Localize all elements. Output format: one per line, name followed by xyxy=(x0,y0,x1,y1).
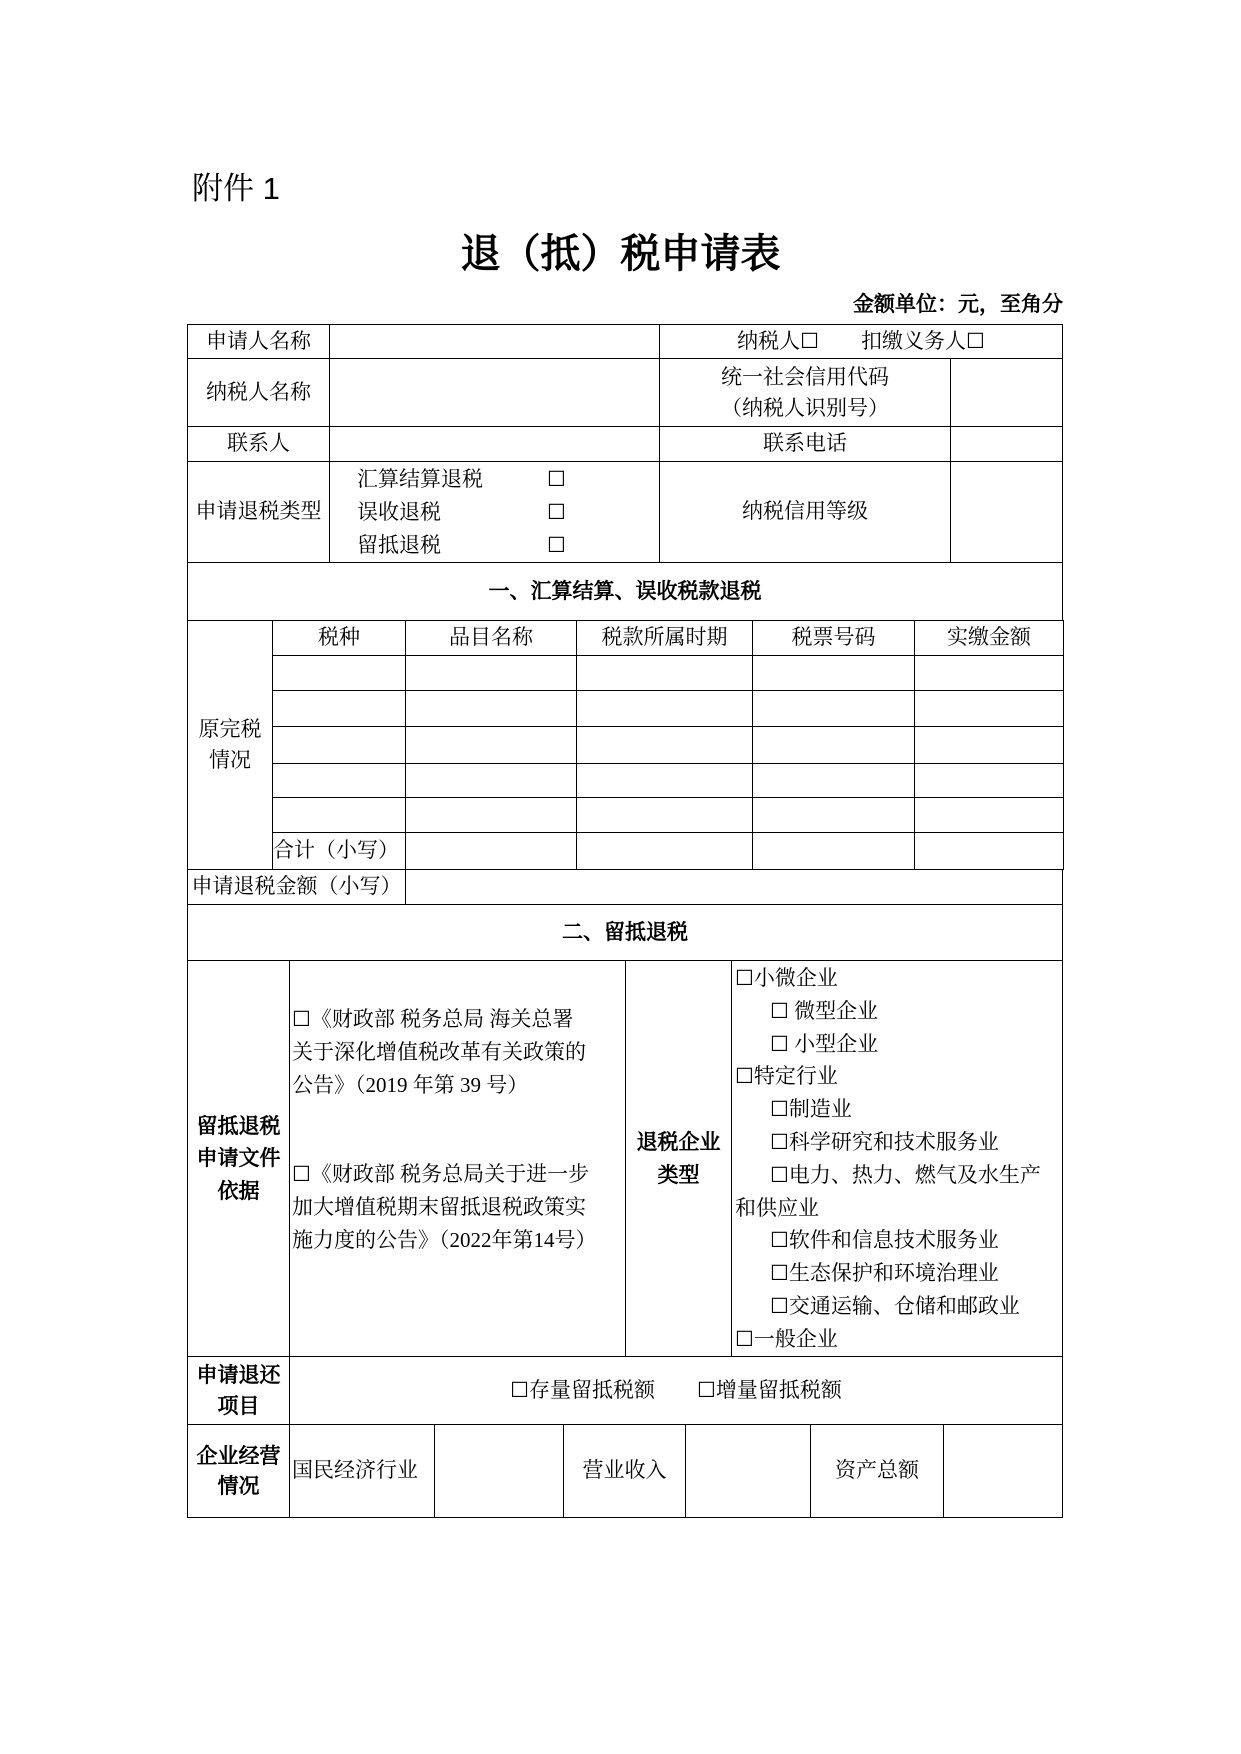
total-cell[interactable] xyxy=(405,832,577,870)
attachment-label: 附件 1 xyxy=(192,171,280,206)
basis-doc-2019[interactable] xyxy=(292,1003,586,1102)
table-cell[interactable] xyxy=(576,690,753,727)
table-cell[interactable] xyxy=(914,726,1064,764)
column-header: 实缴金额 xyxy=(914,620,1064,656)
table-cell[interactable] xyxy=(576,763,753,798)
table-cell[interactable] xyxy=(752,726,915,764)
enterprise-type-option[interactable]: ☐特定行业 xyxy=(735,1064,838,1089)
column-header: 税票号码 xyxy=(752,620,915,656)
column-header: 税款所属时期 xyxy=(576,620,753,656)
revenue-field[interactable] xyxy=(685,1424,811,1518)
basis-doc-2022[interactable] xyxy=(292,1158,597,1257)
section2-heading: 二、留抵退税 xyxy=(187,904,1063,961)
table-cell[interactable] xyxy=(914,763,1064,798)
table-cell[interactable] xyxy=(405,797,577,833)
basis-label xyxy=(187,960,290,1357)
total-cell[interactable] xyxy=(914,832,1064,870)
credit-rating-label: 纳税信用等级 xyxy=(659,461,951,563)
table-cell[interactable] xyxy=(914,655,1064,691)
checkbox[interactable]: ☐ xyxy=(547,467,566,491)
column-header: 税种 xyxy=(272,620,406,656)
refund-item-label xyxy=(187,1356,290,1425)
label-line: 情况 xyxy=(217,1474,260,1498)
label-line: 企业经营 xyxy=(196,1443,281,1468)
original-tax-label xyxy=(187,620,273,870)
table-cell[interactable] xyxy=(272,763,406,798)
table-cell[interactable] xyxy=(272,726,406,764)
text-line: ☐《财政部 税务总局关于进一步 xyxy=(292,1162,590,1186)
label-line: 申请文件 xyxy=(196,1146,281,1171)
refund-item-options[interactable]: ☐存量留抵税额 ☐增量留抵税额 xyxy=(289,1356,1063,1425)
table-cell[interactable] xyxy=(752,763,915,798)
text-line: 施力度的公告》（2022年第14号） xyxy=(292,1228,597,1252)
enterprise-type-option: 和供应业 xyxy=(735,1195,819,1220)
option-label: 误收退税 xyxy=(357,500,441,524)
label-line: 退税企业 xyxy=(636,1129,721,1154)
enterprise-type-option[interactable]: ☐ 小型企业 xyxy=(770,1031,879,1056)
table-cell[interactable] xyxy=(914,690,1064,727)
option-label: 留抵退税 xyxy=(357,533,441,557)
total-cell[interactable] xyxy=(576,832,753,870)
table-cell[interactable] xyxy=(914,797,1064,833)
table-cell[interactable] xyxy=(752,690,915,727)
refund-type-erroneous[interactable] xyxy=(357,496,566,529)
label-line: 情况 xyxy=(209,748,251,772)
form-title: 退（抵）税申请表 xyxy=(460,231,781,276)
label-line: 类型 xyxy=(657,1162,700,1187)
phone-field[interactable] xyxy=(950,426,1063,462)
label-line: 申请退还 xyxy=(196,1363,281,1388)
applicant-role-checkboxes[interactable]: 纳税人☐ 扣缴义务人☐ xyxy=(659,324,1063,359)
table-cell[interactable] xyxy=(752,655,915,691)
enterprise-type-option[interactable]: ☐生态保护和环境治理业 xyxy=(770,1261,999,1286)
checkbox[interactable]: ☐ xyxy=(547,533,566,557)
enterprise-type-option[interactable]: ☐ 微型企业 xyxy=(770,998,879,1023)
industry-label: 国民经济行业 xyxy=(289,1424,435,1518)
table-cell[interactable] xyxy=(405,726,577,764)
section1-heading: 一、汇算结算、误收税款退税 xyxy=(187,562,1063,621)
text-line: 关于深化增值税改革有关政策的 xyxy=(292,1040,586,1064)
applicant-name-field[interactable] xyxy=(329,324,660,359)
text-line: ☐《财政部 税务总局 海关总署 xyxy=(292,1007,574,1031)
total-cell[interactable] xyxy=(752,832,915,870)
phone-label: 联系电话 xyxy=(659,426,951,462)
text-line: 加大增值税期末留抵退税政策实 xyxy=(292,1195,586,1219)
total-label: 合计（小写） xyxy=(272,832,406,870)
taxpayer-name-label: 纳税人名称 xyxy=(187,358,330,427)
enterprise-type-option[interactable]: ☐一般企业 xyxy=(735,1326,838,1351)
enterprise-type-option[interactable]: ☐电力、热力、燃气及水生产 xyxy=(770,1162,1041,1187)
checkbox[interactable]: ☐ xyxy=(547,500,566,524)
table-cell[interactable] xyxy=(272,690,406,727)
label-line: 依据 xyxy=(217,1178,260,1203)
table-cell[interactable] xyxy=(576,797,753,833)
credit-code-label xyxy=(659,358,951,427)
enterprise-type-label xyxy=(625,960,732,1357)
operation-label xyxy=(187,1424,290,1518)
refund-type-label: 申请退税类型 xyxy=(187,461,330,563)
label-line: 留抵退税 xyxy=(196,1113,281,1138)
contact-label: 联系人 xyxy=(187,426,330,462)
option-label: 汇算结算退税 xyxy=(357,467,483,491)
label-line: 原完税 xyxy=(198,716,262,741)
enterprise-type-option[interactable]: ☐小微企业 xyxy=(735,966,838,990)
refund-amount-field[interactable] xyxy=(405,869,1063,905)
credit-code-field[interactable] xyxy=(950,358,1063,427)
table-cell[interactable] xyxy=(576,655,753,691)
credit-rating-field[interactable] xyxy=(950,461,1063,563)
contact-field[interactable] xyxy=(329,426,660,462)
enterprise-type-option[interactable]: ☐交通运输、仓储和邮政业 xyxy=(770,1294,1020,1318)
unit-note: 金额单位：元，至角分 xyxy=(853,292,1063,316)
table-cell[interactable] xyxy=(405,690,577,727)
text-line: 公告》（2019 年第 39 号） xyxy=(292,1073,529,1097)
taxpayer-name-field[interactable] xyxy=(329,358,660,427)
credit-code-label-line1: 统一社会信用代码 xyxy=(721,365,889,390)
refund-amount-label: 申请退税金额（小写） xyxy=(187,869,406,905)
label-line: 项目 xyxy=(217,1393,260,1418)
table-cell[interactable] xyxy=(405,763,577,798)
table-cell[interactable] xyxy=(272,655,406,691)
enterprise-type-option[interactable]: ☐软件和信息技术服务业 xyxy=(770,1228,999,1253)
refund-type-annual[interactable] xyxy=(357,463,566,496)
industry-field[interactable] xyxy=(434,1424,564,1518)
refund-type-credit[interactable] xyxy=(357,529,566,562)
applicant-name-label: 申请人名称 xyxy=(187,324,330,359)
table-cell[interactable] xyxy=(752,797,915,833)
table-cell[interactable] xyxy=(576,726,753,764)
column-header: 品目名称 xyxy=(405,620,577,656)
enterprise-type-option[interactable]: ☐制造业 xyxy=(770,1097,852,1122)
assets-field[interactable] xyxy=(943,1424,1063,1518)
revenue-label: 营业收入 xyxy=(563,1424,686,1518)
table-cell[interactable] xyxy=(272,797,406,833)
assets-label: 资产总额 xyxy=(810,1424,944,1518)
credit-code-label-line2: （纳税人识别号） xyxy=(721,395,889,420)
table-cell[interactable] xyxy=(405,655,577,691)
enterprise-type-option[interactable]: ☐科学研究和技术服务业 xyxy=(770,1130,999,1154)
